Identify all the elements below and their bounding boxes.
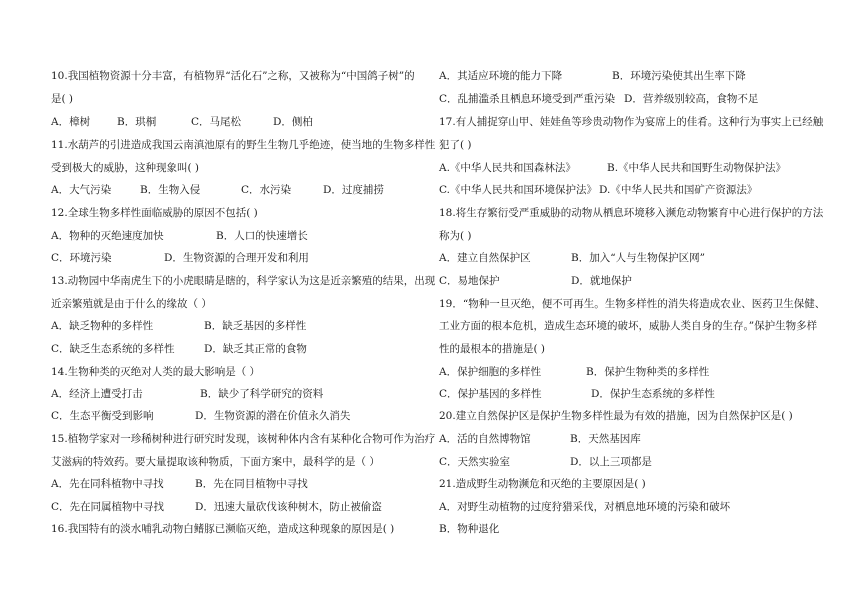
q19-stem-line2: 工业方面的根本危机，造成生态环境的破坏，威胁人类自身的生存。”保护生物多样 [439, 320, 818, 332]
q19-option-b[interactable]: B．保护生物种类的多样性 [586, 366, 710, 378]
q10-option-c[interactable]: C．马尾松 [191, 116, 242, 128]
q17-stem-line2: 犯了( ) [439, 139, 472, 151]
q12-option-d[interactable]: D．生物资源的合理开发和利用 [164, 252, 309, 264]
q19-stem-line1: 19．“物种一旦灭绝，便不可再生。生物多样性的消失将造成农业、医药卫生保健、 [439, 298, 826, 310]
q14-option-a[interactable]: A．经济上遭受打击 [51, 388, 143, 400]
q12-option-c[interactable]: C．环境污染 [51, 252, 112, 264]
q21-stem-line1: 21.造成野生动物濒危和灭绝的主要原因是( ) [439, 478, 646, 490]
q18-option-d[interactable]: D．就地保护 [571, 275, 632, 287]
q21-option-a[interactable]: A．对野生动植物的过度狩猎采伐，对栖息地环境的污染和破坏 [439, 501, 731, 513]
q14-option-b[interactable]: B．缺少了科学研究的资料 [200, 388, 324, 400]
q15-option-c[interactable]: C．先在同属植物中寻找 [51, 501, 165, 513]
q18-option-a[interactable]: A．建立自然保护区 [439, 252, 531, 264]
q15-option-d[interactable]: D．迅速大量砍伐该种树木，防止被偷盗 [195, 501, 382, 513]
q19-option-a[interactable]: A．保护细胞的多样性 [439, 366, 542, 378]
q14-option-c[interactable]: C．生态平衡受到影响 [51, 410, 154, 422]
q12-option-a[interactable]: A．物种的灭绝速度加快 [51, 230, 164, 242]
q20-option-b[interactable]: B．天然基因库 [570, 433, 641, 445]
q16-option-d[interactable]: D．营养级别较高，食物不足 [624, 93, 759, 105]
q18-stem-line1: 18.将生存繁衍受严重威胁的动物从栖息环境移入濒危动物繁育中心进行保护的方法 [439, 207, 824, 219]
q15-stem-line2: 艾滋病的特效药。要大量提取该种物质，下面方案中，最科学的是（ ） [51, 456, 380, 468]
q14-stem-line1: 14.生物种类的灭绝对人类的最大影响是（ ） [51, 366, 261, 378]
q20-stem-line1: 20.建立自然保护区是保护生物多样性最为有效的措施，因为自然保护区是( ) [439, 410, 793, 422]
q16-option-c[interactable]: C．乱捕滥杀且栖息环境受到严重污染 [439, 93, 616, 105]
q17-option-b[interactable]: B.《中华人民共和国野生动物保护法》 [607, 162, 787, 174]
q20-option-d[interactable]: D．以上三项都是 [570, 456, 652, 468]
q13-option-a[interactable]: A．缺乏物种的多样性 [51, 320, 154, 332]
q10-option-d[interactable]: D．侧柏 [273, 116, 313, 128]
q10-stem-line1: 10.我国植物资源十分丰富，有植物界“活化石”之称，又被称为“中国鸽子树”的 [51, 70, 415, 82]
q10-option-b[interactable]: B．珙桐 [117, 116, 157, 128]
q11-stem-line2: 受到极大的威胁，这种现象叫( ) [51, 162, 200, 174]
q11-stem-line1: 11.水葫芦的引进造成我国云南滇池原有的野生生物几乎绝迹，使当地的生物多样性 [51, 139, 436, 151]
q10-option-a[interactable]: A．樟树 [51, 116, 91, 128]
q16-option-b[interactable]: B．环境污染使其出生率下降 [612, 70, 746, 82]
q16-stem-line1: 16.我国特有的淡水哺乳动物白鳍豚已濒临灭绝，造成这种现象的原因是( ) [51, 523, 395, 535]
q15-option-b[interactable]: B．先在同目植物中寻找 [195, 478, 308, 490]
q15-option-a[interactable]: A．先在同科植物中寻找 [51, 478, 164, 490]
q10-stem-line2: 是( ) [51, 93, 74, 105]
q19-stem-line3: 性的最根本的措施是( ) [439, 343, 546, 355]
q11-option-a[interactable]: A．大气污染 [51, 184, 112, 196]
q20-option-c[interactable]: C．天然实验室 [439, 456, 511, 468]
q16-option-a[interactable]: A．其适应环境的能力下降 [439, 70, 563, 82]
q19-option-d[interactable]: D．保护生态系统的多样性 [591, 388, 715, 400]
q18-option-c[interactable]: C．易地保护 [439, 275, 500, 287]
q11-option-d[interactable]: D．过度捕捞 [323, 184, 384, 196]
q14-option-d[interactable]: D．生物资源的潜在价值永久消失 [195, 410, 351, 422]
q11-option-c[interactable]: C．水污染 [241, 184, 292, 196]
q19-option-c[interactable]: C．保护基因的多样性 [439, 388, 542, 400]
q13-option-c[interactable]: C．缺乏生态系统的多样性 [51, 343, 175, 355]
q21-option-b[interactable]: B．物种退化 [439, 523, 500, 535]
q17-option-c[interactable]: C.《中华人民共和国环境保护法》 [439, 184, 597, 196]
q18-stem-line2: 称为( ) [439, 230, 472, 242]
q17-option-d[interactable]: D.《中华人民共和国矿产资源法》 [599, 184, 758, 196]
q11-option-b[interactable]: B．生物入侵 [140, 184, 201, 196]
q12-stem-line1: 12.全球生物多样性面临威胁的原因不包括( ) [51, 207, 258, 219]
q12-option-b[interactable]: B．人口的快速增长 [216, 230, 308, 242]
q17-stem-line1: 17.有人捕捉穿山甲、娃娃鱼等珍贵动物作为宴席上的佳肴。这种行为事实上已经触 [439, 116, 824, 128]
q13-stem-line1: 13.动物园中华南虎生下的小虎眼睛是瞎的，科学家认为这是近亲繁殖的结果，出现 [51, 275, 436, 287]
q13-stem-line2: 近亲繁殖就是由于什么的缘故（ ） [51, 298, 212, 310]
q18-option-b[interactable]: B．加入“人与生物保护区网” [571, 252, 705, 264]
q13-option-b[interactable]: B．缺乏基因的多样性 [204, 320, 307, 332]
q17-option-a[interactable]: A.《中华人民共和国森林法》 [439, 162, 576, 174]
q13-option-d[interactable]: D．缺乏其正常的食物 [204, 343, 307, 355]
q15-stem-line1: 15.植物学家对一珍稀树种进行研究时发现，该树种体内含有某种化合物可作为治疗 [51, 433, 436, 445]
q20-option-a[interactable]: A．活的自然博物馆 [439, 433, 531, 445]
